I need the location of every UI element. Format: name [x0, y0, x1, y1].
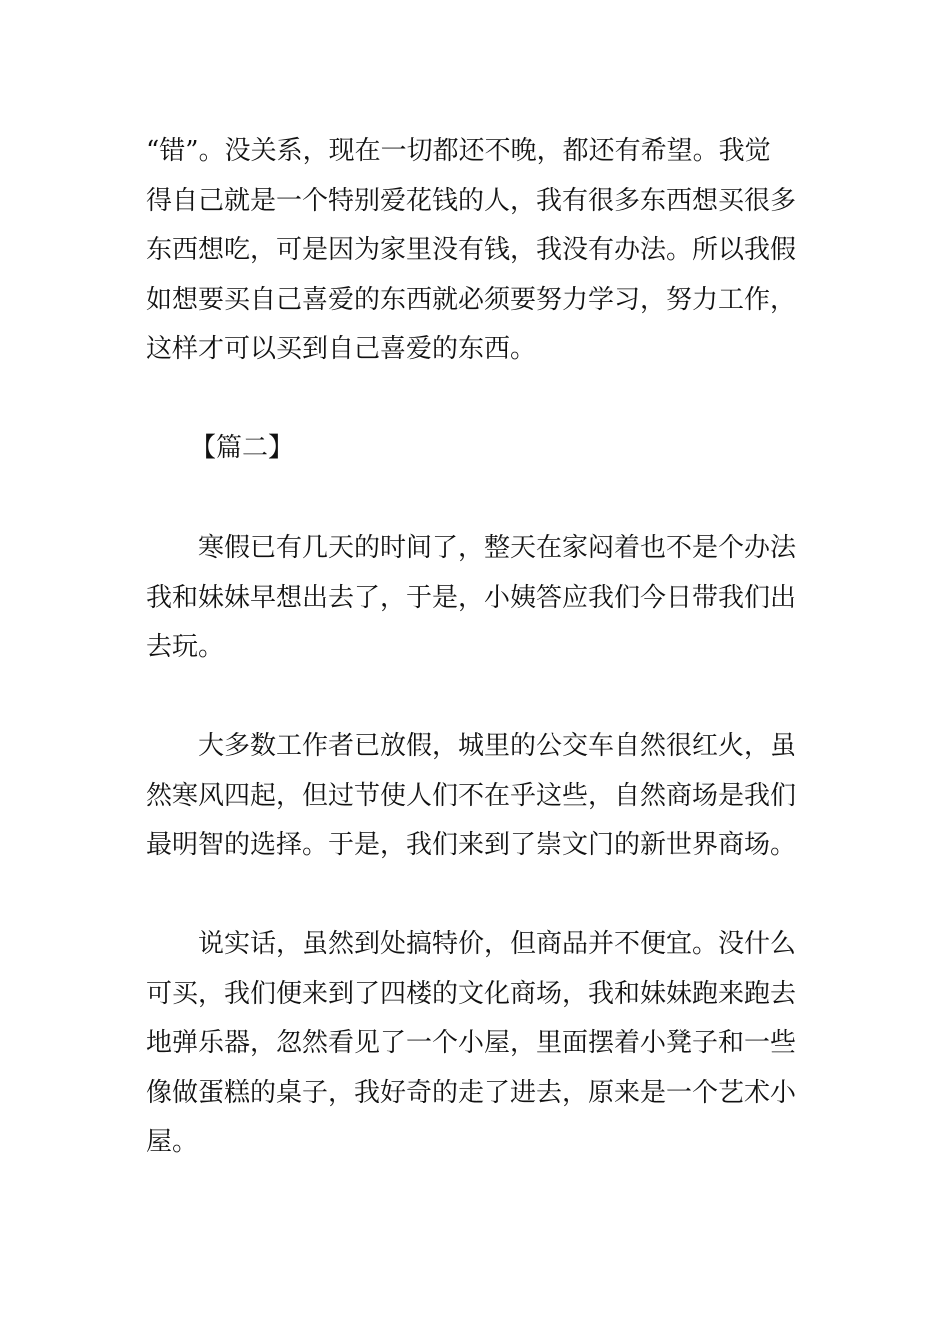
- paragraph-4: [146, 920, 808, 1168]
- text-line: 地弹乐器，忽然看见了一个小屋，里面摆着小凳子和一些: [146, 1028, 797, 1058]
- text-line: 东西想吃，可是因为家里没有钱，我没有办法。所以我假: [146, 235, 797, 265]
- text-line: 得自己就是一个特别爱花钱的人，我有很多东西想买很多: [146, 185, 797, 216]
- text-line: 说实话，虽然到处搞特价，但商品并不便宜。没什么: [198, 929, 797, 959]
- text-line: 大多数工作者已放假，城里的公交车自然很红火，虽: [198, 731, 797, 761]
- paragraph-2: [146, 524, 808, 673]
- text-line: 像做蛋糕的桌子，我好奇的走了进去，原来是一个艺术小: [146, 1077, 797, 1108]
- text-line: 寒假已有几天的时间了，整天在家闷着也不是个办法: [198, 533, 797, 563]
- text-line: 最明智的选择。于是，我们来到了崇文门的新世界商场。: [146, 830, 797, 860]
- section-heading-text: 【篇二】: [190, 433, 295, 463]
- text-line: 我和妹妹早想出去了，于是，小姨答应我们今日带我们出: [146, 582, 797, 613]
- text-line: “错”。没关系，现在一切都还不晚，都还有希望。我觉: [146, 136, 771, 166]
- text-line: 可买，我们便来到了四楼的文化商场，我和妹妹跑来跑去: [146, 978, 797, 1009]
- section-heading: [190, 424, 852, 474]
- text-line: 然寒风四起，但过节使人们不在乎这些，自然商场是我们: [146, 780, 797, 811]
- text-line: 这样才可以买到自己喜爱的东西。: [146, 334, 537, 364]
- paragraph-3: [146, 722, 808, 871]
- paragraph-1: [146, 127, 808, 375]
- text-line: 屋。: [146, 1127, 199, 1157]
- text-line: 去玩。: [146, 632, 225, 662]
- text-line: 如想要买自己喜爱的东西就必须要努力学习，努力工作，: [146, 284, 797, 315]
